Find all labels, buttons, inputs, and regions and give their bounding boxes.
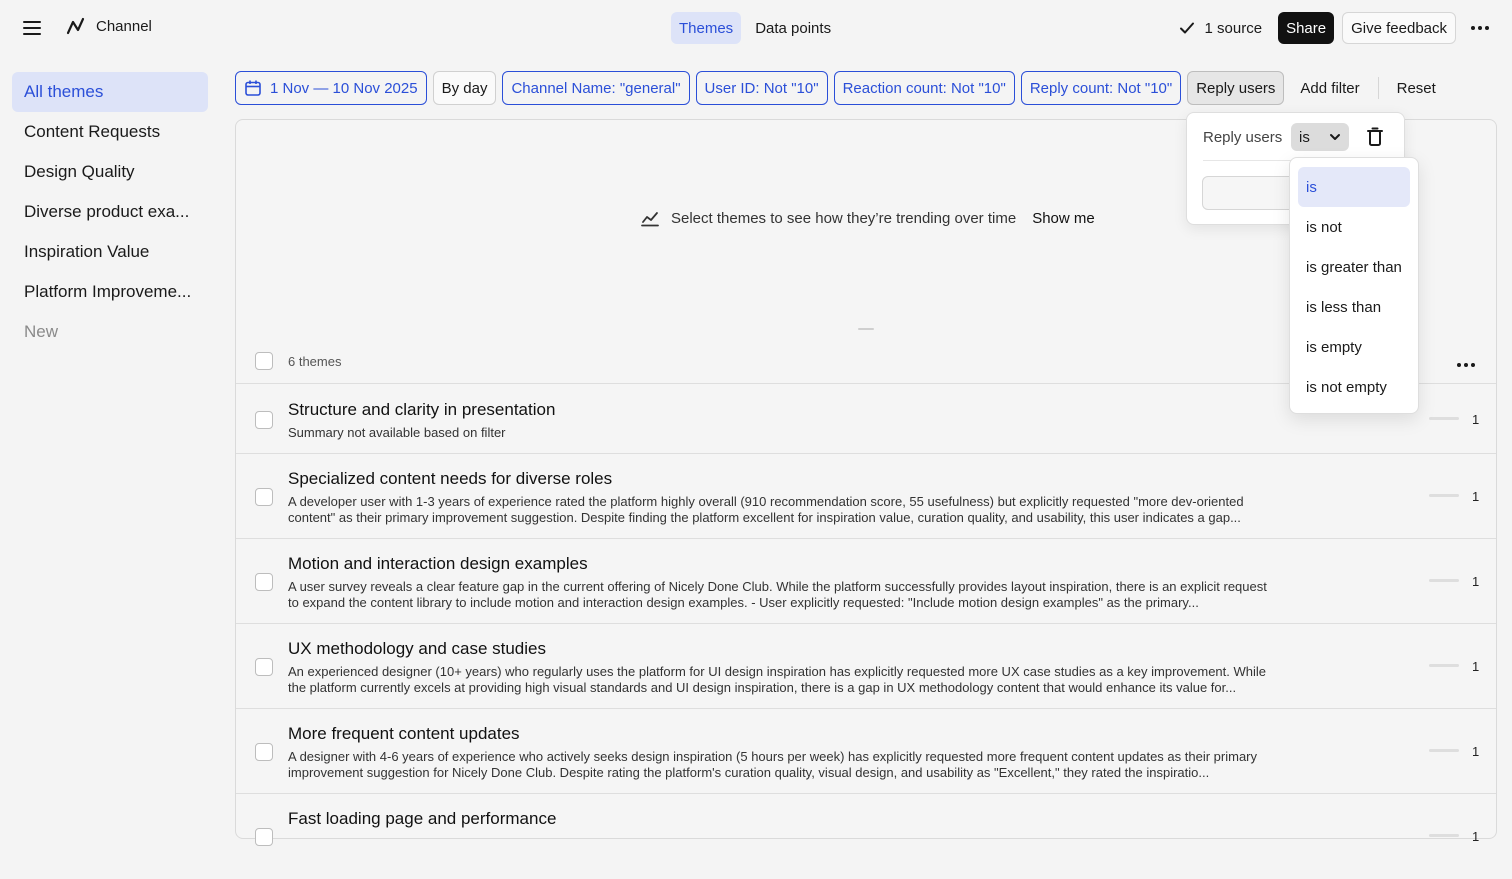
table-row[interactable] [236, 794, 1496, 879]
view-tabs [671, 12, 839, 44]
table-row[interactable] [236, 624, 1496, 709]
filter-chip-reply-users[interactable]: Reply users [1187, 71, 1284, 105]
trend-sparkline [1429, 664, 1459, 667]
brand-name: Channel [96, 17, 152, 35]
trend-sparkline [1429, 417, 1459, 420]
row-checkbox[interactable] [255, 411, 273, 429]
empty-chart-text: Select themes to see how they’re trending over time [671, 210, 1017, 227]
sidebar [12, 72, 208, 352]
option-is-not[interactable]: is not [1306, 218, 1342, 236]
add-filter-button[interactable]: Add filter [1300, 79, 1360, 97]
show-me-link[interactable]: Show me [1032, 210, 1095, 227]
filter-chip-user-id[interactable]: User ID: Not "10" [696, 71, 828, 105]
operator-dropdown [1289, 157, 1419, 414]
sidebar-item-content-requests[interactable]: Content Requests [24, 122, 161, 141]
filter-chip-channel-name[interactable]: Channel Name: "general" [502, 71, 689, 105]
option-is-less-than[interactable]: is less than [1306, 298, 1382, 316]
sidebar-item-inspiration-value[interactable]: Inspiration Value [24, 242, 150, 261]
table-row[interactable] [236, 454, 1496, 539]
filter-bar [235, 71, 1446, 105]
option-is-greater-than[interactable]: is greater than [1306, 258, 1402, 276]
theme-count-value: 1 [1472, 659, 1480, 674]
reset-button[interactable]: Reset [1396, 79, 1436, 97]
theme-count-value: 1 [1472, 744, 1480, 759]
operator-value: is [1299, 128, 1310, 146]
source-label: 1 source [1204, 19, 1263, 37]
trend-line-icon [641, 211, 659, 227]
chevron-down-icon [1329, 131, 1341, 143]
give-feedback-button[interactable]: Give feedback [1342, 12, 1456, 44]
tab-themes[interactable]: Themes [671, 12, 741, 44]
filter-chip-reaction-count[interactable]: Reaction count: Not "10" [834, 71, 1015, 105]
table-row[interactable] [236, 539, 1496, 624]
select-all-checkbox[interactable] [255, 352, 273, 370]
source-selector[interactable] [1171, 12, 1271, 44]
theme-summary: A developer user with 1-3 years of experience rated the platform highly overall (910 recommendation score, 55 usefulness) but explicitly requested "more dev-oriented content" as their primary improvement suggestion. Despite finding the platform excellent for inspiration value, curation quality, and usability, this user indicates a gap... [288, 494, 1244, 525]
theme-title[interactable]: Motion and interaction design examples [288, 554, 588, 573]
theme-count-value: 1 [1472, 829, 1480, 844]
filter-field-label: Reply users [1203, 129, 1283, 146]
granularity-chip[interactable]: By day [433, 71, 497, 105]
option-is[interactable]: is [1298, 167, 1410, 207]
table-row[interactable] [236, 709, 1496, 794]
row-checkbox[interactable] [255, 658, 273, 676]
sidebar-item-design-quality[interactable]: Design Quality [24, 162, 135, 181]
trend-sparkline [1429, 579, 1459, 582]
operator-select[interactable] [1291, 123, 1349, 151]
theme-summary: A designer with 4-6 years of experience who actively seeks design inspiration (5 hours per week) has explicitly requested more frequent content updates as their primary improvement suggestion for Nicely Done Club. Despite rating the platform's curation quality, visual design, and usability as "Excellent," they rated the inspiratio... [288, 749, 1258, 780]
share-button[interactable]: Share [1278, 12, 1334, 44]
hamburger-menu-icon[interactable] [20, 16, 44, 40]
theme-title[interactable]: Specialized content needs for diverse roles [288, 469, 613, 488]
theme-count-value: 1 [1472, 489, 1480, 504]
top-bar [0, 0, 1512, 56]
divider [1378, 77, 1379, 99]
list-more-icon[interactable] [1454, 355, 1478, 375]
more-options-icon[interactable] [1464, 12, 1496, 44]
date-range-chip[interactable] [235, 71, 427, 105]
empty-chart-message [641, 210, 1095, 227]
row-checkbox[interactable] [255, 743, 273, 761]
tab-data-points[interactable]: Data points [755, 19, 832, 37]
theme-summary: An experienced designer (10+ years) who regularly uses the platform for UI design inspiration has explicitly requested more UX case studies as a key improvement. While the platform currently excels at providing high visual standards and UI design inspiration, there is a gap in UX methodology content that would enhance its value for... [288, 664, 1266, 695]
resize-handle[interactable] [858, 328, 874, 330]
theme-summary: Summary not available based on filter [288, 425, 506, 440]
trend-sparkline [1429, 834, 1459, 837]
calendar-icon [244, 79, 262, 97]
theme-count-value: 1 [1472, 412, 1480, 427]
date-range-label: 1 Nov — 10 Nov 2025 [270, 79, 418, 97]
sidebar-item-platform-improvements[interactable]: Platform Improveme... [24, 282, 192, 301]
trend-sparkline [1429, 749, 1459, 752]
filter-chip-reply-count[interactable]: Reply count: Not "10" [1021, 71, 1181, 105]
delete-filter-icon[interactable] [1363, 125, 1387, 149]
theme-summary: A user survey reveals a clear feature gap in the current offering of Nicely Done Club. While the platform successfully provides layout inspiration, there is an explicit request to expand the content library to include motion and interaction design examples. - User explicitly requested: "Include motion design examples" as the primary... [288, 579, 1267, 610]
trend-sparkline [1429, 494, 1459, 497]
theme-count-value: 1 [1472, 574, 1480, 589]
sidebar-item-diverse-product[interactable]: Diverse product exa... [24, 202, 190, 221]
theme-title[interactable]: More frequent content updates [288, 724, 520, 743]
sidebar-item-new[interactable]: New [24, 322, 59, 341]
row-checkbox[interactable] [255, 488, 273, 506]
check-icon [1179, 20, 1195, 36]
sidebar-item-all-themes[interactable]: All themes [12, 72, 208, 112]
theme-count: 6 themes [288, 354, 342, 369]
row-checkbox[interactable] [255, 573, 273, 591]
theme-title[interactable]: Structure and clarity in presentation [288, 400, 556, 419]
option-is-not-empty[interactable]: is not empty [1306, 378, 1387, 396]
option-is-empty[interactable]: is empty [1306, 338, 1362, 356]
header-actions [1171, 12, 1496, 44]
theme-title[interactable]: UX methodology and case studies [288, 639, 546, 658]
brand[interactable] [66, 16, 152, 36]
channel-logo-icon [66, 16, 86, 36]
row-checkbox[interactable] [255, 828, 273, 846]
theme-title[interactable]: Fast loading page and performance [288, 809, 557, 828]
